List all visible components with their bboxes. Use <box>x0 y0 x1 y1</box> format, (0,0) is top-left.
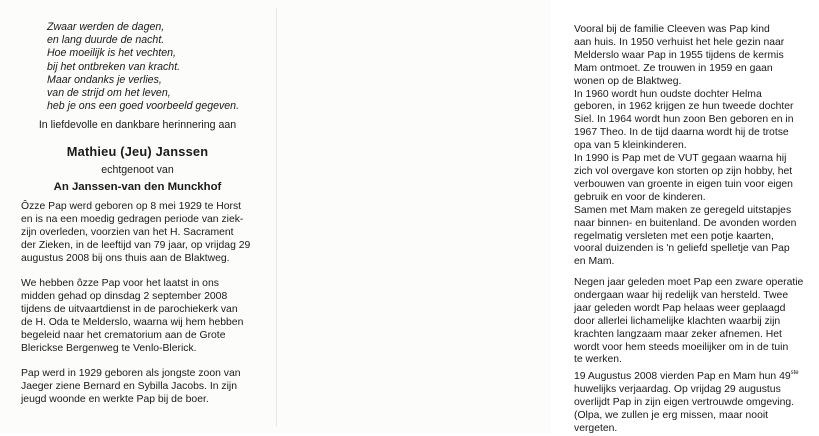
text-line: Mam ontmoet. Ze trouwen in 1959 en gaan <box>574 62 773 74</box>
text-line: wordt voor hem steeds moeilijker om in de tuin <box>574 341 789 353</box>
text-line: In 1990 is Pap met de VUT gegaan waarna hij <box>574 153 787 165</box>
poem <box>47 21 267 113</box>
poem-line: bij het ontbreken van kracht. <box>47 60 181 73</box>
text-line: We hebben ôzze Pap voor het laatst in ons <box>21 278 219 289</box>
text-line: der Zieken, in de leeftijd van 79 jaar, op vrijdag 29 <box>21 239 251 251</box>
text-line: tijdens de uitvaartdienst in de parochiekerk van <box>21 303 238 315</box>
text-line: jaar geleden wordt Pap helaas weer geplaagd <box>574 302 786 314</box>
text-line: ondergaan waar hij redelijk van hersteld. Twee <box>574 289 789 301</box>
paragraph-birth-death <box>21 201 266 266</box>
poem-line: Zwaar werden de dagen, <box>47 21 165 33</box>
text-line: geboren, in 1962 krijgen ze hun tweede dochter <box>574 101 794 113</box>
text-line: te werken. <box>574 354 622 366</box>
poem-line: Maar ondanks je verlies, <box>47 73 162 86</box>
anniversary-text: 19 Augustus 2008 vierden Pap en Mam hun 49 <box>574 371 791 382</box>
poem-line: van de strijd om het leven, <box>47 87 171 100</box>
text-line: Jaeger ziene Bernard en Sybilla Jacobs. In zijn <box>21 380 238 392</box>
poem-line: Hoe moeilijk is het vechten, <box>47 47 176 60</box>
text-line: door allerlei lichamelijke klachten waarbij zijn <box>574 315 781 327</box>
text-line: regelmatig versleten met een potje kaarten, <box>574 230 774 242</box>
text-line: vooral duizenden is 'n geliefd spelletje van Pap <box>574 243 790 255</box>
poem-line: heb je ons een goed voorbeeld gegeven. <box>47 100 240 113</box>
paragraph-life <box>574 24 819 269</box>
ordinal-suffix: ste <box>790 370 799 376</box>
paragraph-anniversary <box>574 367 819 436</box>
text-line: Melderslo waar Pap in 1955 tijdens de kermis <box>574 49 784 61</box>
text-line: opa van 5 kleinkinderen. <box>574 140 687 152</box>
text-line: midden gehad op dinsdag 2 september 2008 <box>21 290 228 302</box>
text-line: huwelijks verjaardag. Op vrijdag 29 augustus <box>574 383 781 395</box>
text-line: wonen op de Blaktweg. <box>574 75 682 87</box>
spouse-label: echtgenoot van <box>101 164 174 176</box>
intro-text: In liefdevolle en dankbare herinnering aan <box>38 119 237 131</box>
center-fold-line <box>276 8 277 426</box>
text-line: de H. Oda te Melderslo, waarna wij hem hebben <box>21 316 244 328</box>
text-line: begeleid naar het crematorium aan de Grote <box>21 329 226 341</box>
text-line: Vooral bij de familie Cleeven was Pap kind <box>574 24 770 35</box>
text-line: zich vol overgave kon storten op zijn hobby, het <box>574 165 793 177</box>
text-line: Blerickse Bergenweg te Venlo-Blerick. <box>21 342 197 354</box>
text-line: Negen jaar geleden moet Pap een zware operatie <box>574 277 804 288</box>
text-line: In 1960 wordt hun oudste dochter Helma <box>574 88 762 100</box>
poem-line: en lang duurde de nacht. <box>47 34 165 47</box>
text-line <box>574 367 819 384</box>
text-line: Samen met Mam maken ze geregeld uitstapjes <box>574 204 792 216</box>
text-line: vergeten. <box>574 422 618 434</box>
text-line: augustus 2008 bij ons thuis aan de Blaktweg. <box>21 252 230 264</box>
text-line: zijn overleden, voorzien van het H. Sacrament <box>21 226 234 238</box>
paragraph-funeral <box>21 278 266 355</box>
text-line: 1967 Theo. In de tijd daarna wordt hij de trotse <box>574 127 789 139</box>
text-line: overlijdt Pap in zijn eigen vertrouwde omgeving. <box>574 396 795 408</box>
paragraph-youth <box>21 368 266 407</box>
text-line: en Mam. <box>574 256 615 268</box>
spouse-name: An Janssen-van den Munckhof <box>53 181 222 193</box>
text-line: Ôzze Pap werd geboren op 8 mei 1929 te Horst <box>21 201 242 212</box>
text-line: verbouwen van groente in eigen tuin voor eigen <box>574 178 793 190</box>
text-line: gebruik en voor de kinderen. <box>574 191 706 203</box>
paragraph-illness <box>574 277 819 367</box>
deceased-name: Mathieu (Jeu) Janssen <box>66 144 209 159</box>
text-line: (Olpa, we zullen je erg missen, maar nooit <box>574 409 769 421</box>
text-line: jeugd woonde en werkte Pap bij de boer. <box>21 393 209 405</box>
text-line: aan huis. In 1950 verhuist het hele gezin naar <box>574 36 785 48</box>
text-line: Siel. In 1964 wordt hun zoon Ben geboren en in <box>574 114 794 126</box>
text-line: Pap werd in 1929 geboren als jongste zoon van <box>21 368 241 379</box>
text-line: krachten langzaam maar zeker afnemen. Het <box>574 328 782 340</box>
text-line: en is na een moedig gedragen periode van ziek- <box>21 213 244 225</box>
text-line: naar binnen- en buitenland. De avonden worden <box>574 217 797 229</box>
